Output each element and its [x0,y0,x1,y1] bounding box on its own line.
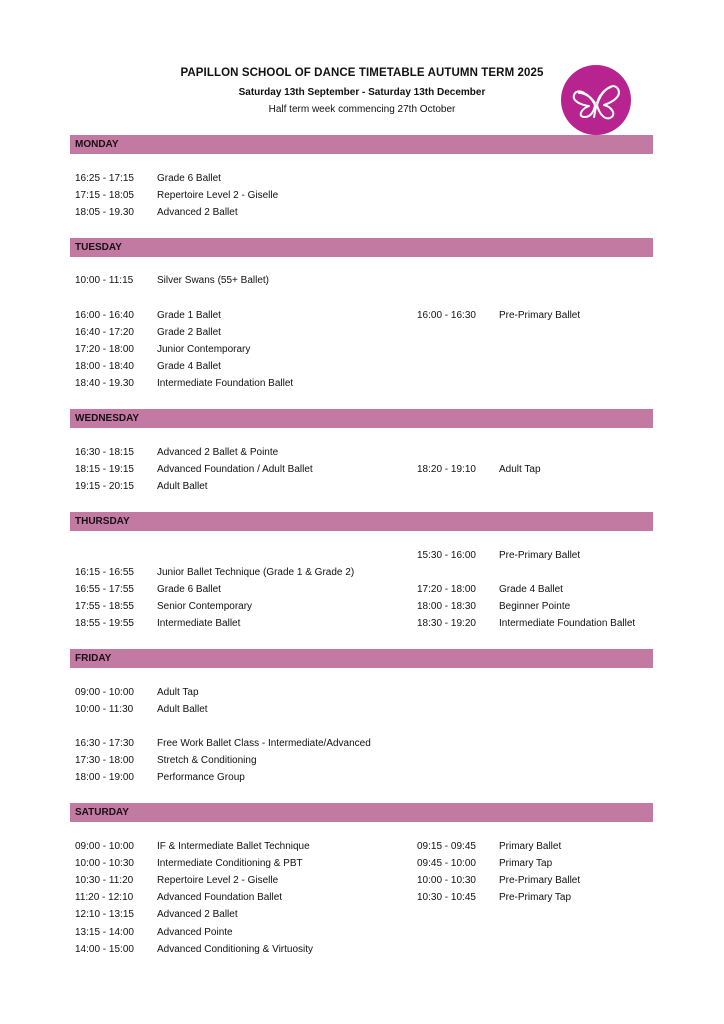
class-name: Adult Tap [499,464,541,475]
class-time: 10:00 - 11:15 [75,275,134,286]
class-time: 09:45 - 10:00 [417,858,476,869]
class-name: Grade 6 Ballet [157,584,221,595]
class-name: Grade 1 Ballet [157,310,221,321]
class-time: 18:00 - 18:40 [75,361,134,372]
class-time: 10:00 - 10:30 [417,875,476,886]
class-time: 16:15 - 16:55 [75,567,134,578]
class-time: 18:30 - 19:20 [417,618,476,629]
day-label: SATURDAY [75,807,129,818]
class-name: Adult Ballet [157,704,208,715]
class-time: 17:15 - 18:05 [75,190,134,201]
class-name: Free Work Ballet Class - Intermediate/Advanced [157,738,371,749]
class-name: Intermediate Conditioning & PBT [157,858,303,869]
class-name: Advanced Foundation / Adult Ballet [157,464,313,475]
class-name: Beginner Pointe [499,601,571,612]
class-time: 18:05 - 19.30 [75,207,134,218]
class-name: Advanced Pointe [157,927,233,938]
class-time: 17:20 - 18:00 [75,344,134,355]
day-label: TUESDAY [75,242,122,253]
class-time: 18:20 - 19:10 [417,464,476,475]
class-name: Stretch & Conditioning [157,755,257,766]
class-time: 18:00 - 19:00 [75,772,134,783]
class-time: 10:30 - 10:45 [417,892,476,903]
class-time: 19:15 - 20:15 [75,481,134,492]
term-dates: Saturday 13th September - Saturday 13th December [238,87,486,98]
class-time: 16:55 - 17:55 [75,584,134,595]
butterfly-icon [561,65,631,135]
class-time: 17:30 - 18:00 [75,755,134,766]
class-time: 09:00 - 10:00 [75,841,134,852]
class-name: Pre-Primary Ballet [499,310,581,321]
day-label: FRIDAY [75,653,112,664]
class-name: Intermediate Foundation Ballet [499,618,636,629]
class-name: Primary Tap [499,858,553,869]
class-name: Grade 4 Ballet [499,584,563,595]
class-name: Adult Ballet [157,481,208,492]
class-time: 13:15 - 14:00 [75,927,134,938]
class-name: Advanced 2 Ballet [157,207,238,218]
class-time: 14:00 - 15:00 [75,944,134,955]
class-name: Intermediate Foundation Ballet [157,378,294,389]
class-name: Repertoire Level 2 - Giselle [157,190,279,201]
class-time: 16:25 - 17:15 [75,173,134,184]
class-time: 15:30 - 16:00 [417,550,476,561]
class-name: Advanced Foundation Ballet [157,892,283,903]
class-time: 10:00 - 10:30 [75,858,134,869]
class-name: Advanced 2 Ballet [157,909,238,920]
class-name: Pre-Primary Ballet [499,875,581,886]
class-time: 11:20 - 12:10 [75,892,134,903]
class-time: 10:30 - 11:20 [75,875,134,886]
day-header-wednesday [70,409,653,428]
class-time: 16:30 - 17:30 [75,738,134,749]
class-name: Pre-Primary Tap [499,892,572,903]
class-name: Junior Ballet Technique (Grade 1 & Grade 2) [157,567,355,578]
class-time: 16:00 - 16:40 [75,310,134,321]
day-header-thursday [70,512,653,531]
class-name: Silver Swans (55+ Ballet) [157,275,269,286]
class-name: Advanced 2 Ballet & Pointe [157,447,279,458]
class-time: 18:55 - 19:55 [75,618,134,629]
class-name: Primary Ballet [499,841,562,852]
class-name: Grade 4 Ballet [157,361,221,372]
class-name: Pre-Primary Ballet [499,550,581,561]
class-name: Adult Tap [157,687,199,698]
day-header-tuesday [70,238,653,257]
day-header-saturday [70,803,653,822]
class-time: 12:10 - 13:15 [75,909,134,920]
day-header-friday [70,649,653,668]
class-name: Advanced Conditioning & Virtuosity [157,944,314,955]
day-label: THURSDAY [75,516,130,527]
class-time: 17:20 - 18:00 [417,584,476,595]
class-time: 16:00 - 16:30 [417,310,476,321]
class-name: Repertoire Level 2 - Giselle [157,875,279,886]
class-name: Junior Contemporary [157,344,251,355]
class-time: 17:55 - 18:55 [75,601,134,612]
class-time: 09:15 - 09:45 [417,841,476,852]
class-name: Grade 2 Ballet [157,327,221,338]
class-time: 18:00 - 18:30 [417,601,476,612]
class-time: 16:40 - 17:20 [75,327,134,338]
class-name: Grade 6 Ballet [157,173,221,184]
class-name: Performance Group [157,772,245,783]
class-name: Intermediate Ballet [157,618,241,629]
class-name: IF & Intermediate Ballet Technique [157,841,310,852]
class-time: 16:30 - 18:15 [75,447,134,458]
class-time: 18:15 - 19:15 [75,464,134,475]
class-time: 09:00 - 10:00 [75,687,134,698]
day-header-monday [70,135,653,154]
day-label: WEDNESDAY [75,413,140,424]
class-time: 10:00 - 11:30 [75,704,134,715]
class-name: Senior Contemporary [157,601,253,612]
page-title: PAPILLON SCHOOL OF DANCE TIMETABLE AUTUMN TERM 2025 [180,67,544,79]
day-label: MONDAY [75,139,119,150]
half-term-note: Half term week commencing 27th October [268,104,456,115]
class-time: 18:40 - 19.30 [75,378,134,389]
